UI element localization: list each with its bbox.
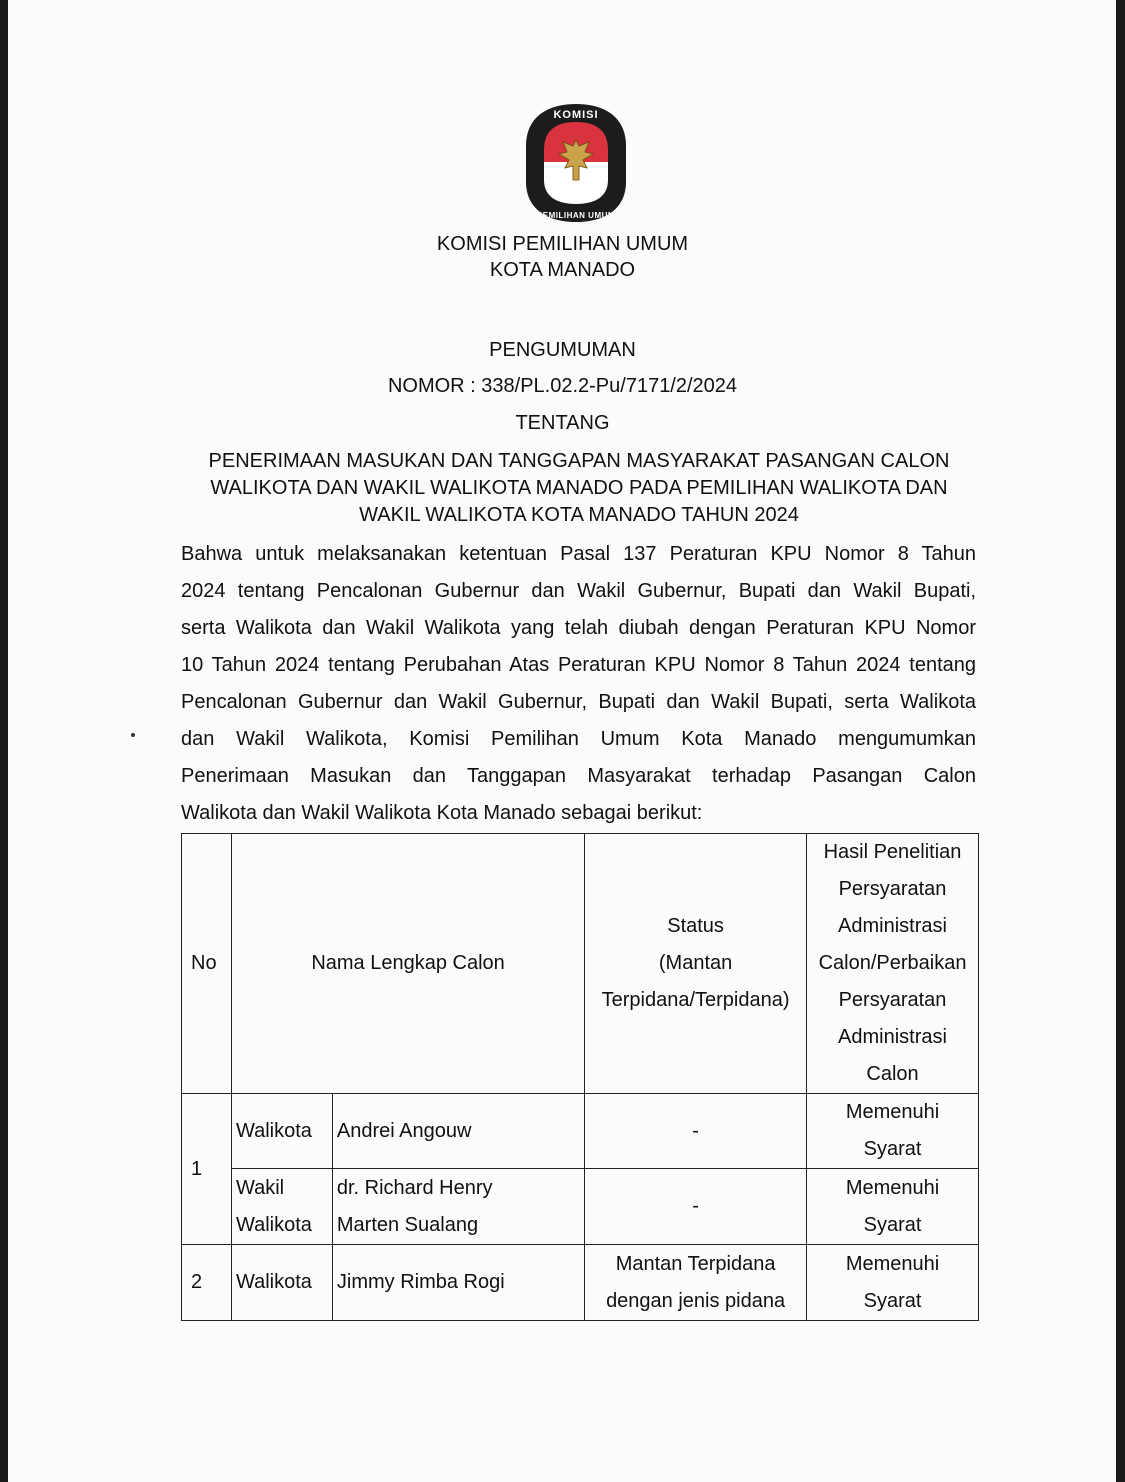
body-line: Penerimaan Masukan dan Tanggapan Masyarakat terhadap Pasangan Calon [181, 765, 976, 787]
body-line: dan Wakil Walikota, Komisi Pemilihan Umum Kota Manado mengumumkan [181, 728, 976, 750]
logo-text-top: KOMISI [553, 109, 599, 121]
subject-line: PENERIMAAN MASUKAN DAN TANGGAPAN MASYARAKAT PASANGAN CALON [208, 450, 950, 472]
body-line: serta Walikota dan Wakil Walikota yang telah diubah dengan Peraturan KPU Nomor [181, 617, 976, 639]
logo-text-bottom: PEMILIHAN UMUM [536, 211, 616, 220]
doc-type: PENGUMUMAN [489, 339, 636, 361]
scan-speck [131, 733, 135, 737]
kpu-logo [520, 100, 632, 226]
cell-no: 2 [182, 1245, 232, 1321]
header-status: Status (Mantan Terpidana/Terpidana) [585, 834, 807, 1094]
body-paragraph [181, 536, 976, 832]
cell-jabatan: Walikota [231, 1094, 332, 1169]
subject [180, 448, 978, 529]
body-line: Pencalonan Gubernur dan Wakil Gubernur, Bupati dan Wakil Bupati, serta Walikota [181, 691, 976, 713]
header-hasil: Hasil Penelitian Persyaratan Administrasi Calon/Perbaikan Persyaratan Administrasi Calon [807, 834, 979, 1094]
org-name: KOMISI PEMILIHAN UMUM [436, 233, 689, 255]
table-row [182, 1169, 979, 1245]
org-city: KOTA MANADO [489, 259, 636, 281]
cell-status: - [585, 1169, 807, 1245]
header-no: No [182, 834, 232, 1094]
doc-number: NOMOR : 338/PL.02.2-Pu/7171/2/2024 [387, 375, 738, 397]
cell-no: 1 [182, 1094, 232, 1245]
body-line: Walikota dan Wakil Walikota Kota Manado sebagai berikut: [181, 802, 703, 824]
cell-jabatan: Walikota [231, 1245, 332, 1321]
cell-nama: dr. Richard Henry Marten Sualang [332, 1169, 584, 1245]
table-row [182, 1245, 979, 1321]
table-header-row [182, 834, 979, 1094]
cell-hasil: Memenuhi Syarat [807, 1094, 979, 1169]
table-row [182, 1094, 979, 1169]
cell-status: - [585, 1094, 807, 1169]
cell-nama: Andrei Angouw [332, 1094, 584, 1169]
candidates-table [181, 833, 979, 1321]
cell-hasil: Memenuhi Syarat [807, 1245, 979, 1321]
body-line: 10 Tahun 2024 tentang Perubahan Atas Peraturan KPU Nomor 8 Tahun 2024 tentang [181, 654, 976, 676]
tentang-label: TENTANG [515, 412, 610, 434]
cell-hasil: Memenuhi Syarat [807, 1169, 979, 1245]
header-nama: Nama Lengkap Calon [231, 834, 584, 1094]
body-line: Bahwa untuk melaksanakan ketentuan Pasal 137 Peraturan KPU Nomor 8 Tahun [181, 543, 976, 565]
subject-line: WALIKOTA DAN WAKIL WALIKOTA MANADO PADA PEMILIHAN WALIKOTA DAN [210, 477, 948, 499]
subject-line: WAKIL WALIKOTA KOTA MANADO TAHUN 2024 [359, 504, 799, 526]
cell-nama: Jimmy Rimba Rogi [332, 1245, 584, 1321]
cell-status: Mantan Terpidana dengan jenis pidana [585, 1245, 807, 1321]
cell-jabatan: Wakil Walikota [231, 1169, 332, 1245]
body-line: 2024 tentang Pencalonan Gubernur dan Wakil Gubernur, Bupati dan Wakil Bupati, [181, 580, 976, 602]
